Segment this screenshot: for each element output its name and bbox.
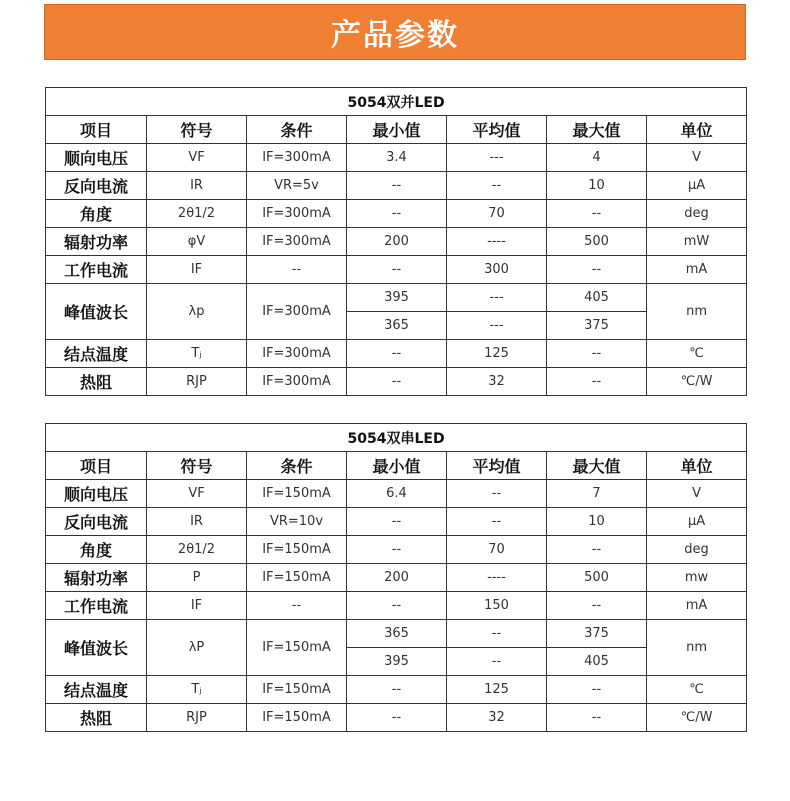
parameter-name: 反向电流	[46, 508, 147, 536]
column-header: 项目	[46, 452, 147, 480]
table-cell: ℃/W	[647, 368, 747, 396]
parameter-name: 工作电流	[46, 592, 147, 620]
table-cell: VF	[147, 144, 247, 172]
table-cell: λp	[147, 284, 247, 340]
table-cell: --	[347, 200, 447, 228]
table-cell: 32	[447, 704, 547, 732]
table-cell: IF=300mA	[247, 368, 347, 396]
table-cell: --	[447, 508, 547, 536]
table-row	[46, 480, 747, 508]
parameter-name: 热阻	[46, 368, 147, 396]
table-cell: 375	[547, 312, 647, 340]
table-cell: 125	[447, 340, 547, 368]
table-row	[46, 200, 747, 228]
table-header-row	[46, 116, 747, 144]
column-header: 项目	[46, 116, 147, 144]
column-header: 平均值	[447, 116, 547, 144]
table-cell: 10	[547, 172, 647, 200]
table-cell: 365	[347, 620, 447, 648]
parameter-name: 辐射功率	[46, 228, 147, 256]
column-header: 单位	[647, 452, 747, 480]
table-cell: 365	[347, 312, 447, 340]
column-header: 符号	[147, 116, 247, 144]
table-cell: ℃	[647, 676, 747, 704]
table-cell: IF=150mA	[247, 620, 347, 676]
table-row	[46, 340, 747, 368]
table-cell: IF=300mA	[247, 284, 347, 340]
table-cell: 32	[447, 368, 547, 396]
table-row	[46, 256, 747, 284]
column-header: 最大值	[547, 116, 647, 144]
page-banner	[44, 4, 746, 60]
table-cell: 200	[347, 228, 447, 256]
table-cell: --	[447, 480, 547, 508]
parameter-name: 顺向电压	[46, 480, 147, 508]
table-cell: ----	[447, 564, 547, 592]
table-cell: 150	[447, 592, 547, 620]
table-row	[46, 704, 747, 732]
table-cell: --	[347, 368, 447, 396]
table-title-row	[46, 424, 747, 452]
table-cell: --	[547, 704, 647, 732]
table-cell: --	[347, 704, 447, 732]
table-cell: deg	[647, 536, 747, 564]
table-cell: 2θ1/2	[147, 200, 247, 228]
table-cell: --	[247, 592, 347, 620]
table-cell: nm	[647, 620, 747, 676]
parameter-name: 结点温度	[46, 340, 147, 368]
table-cell: --	[347, 592, 447, 620]
table-title: 5054双并LED	[46, 88, 747, 116]
column-header: 条件	[247, 116, 347, 144]
parameter-name: 结点温度	[46, 676, 147, 704]
table-cell: 395	[347, 284, 447, 312]
column-header: 条件	[247, 452, 347, 480]
table-cell: IR	[147, 172, 247, 200]
table-cell: IF=150mA	[247, 564, 347, 592]
table-cell: 300	[447, 256, 547, 284]
table-cell: P	[147, 564, 247, 592]
table-cell: IF=150mA	[247, 536, 347, 564]
table-title: 5054双串LED	[46, 424, 747, 452]
table-cell: 375	[547, 620, 647, 648]
table-cell: 500	[547, 228, 647, 256]
table-cell: φV	[147, 228, 247, 256]
spec-table-series	[45, 423, 747, 732]
parameter-name: 工作电流	[46, 256, 147, 284]
table-header-row	[46, 452, 747, 480]
table-cell: IR	[147, 508, 247, 536]
parameter-name: 峰值波长	[46, 284, 147, 340]
column-header: 平均值	[447, 452, 547, 480]
table-cell: VF	[147, 480, 247, 508]
column-header: 单位	[647, 116, 747, 144]
table-cell: ---	[447, 284, 547, 312]
table-cell: 405	[547, 284, 647, 312]
table-cell: --	[547, 592, 647, 620]
table-cell: μA	[647, 508, 747, 536]
table-cell: 500	[547, 564, 647, 592]
page-title: 产品参数	[331, 18, 459, 53]
parameter-name: 顺向电压	[46, 144, 147, 172]
table-cell: 7	[547, 480, 647, 508]
table-cell: --	[547, 368, 647, 396]
table-cell: ℃	[647, 340, 747, 368]
table-cell: 200	[347, 564, 447, 592]
table-cell: --	[247, 256, 347, 284]
table-cell: --	[547, 340, 647, 368]
table-cell: --	[447, 620, 547, 648]
table-cell: --	[347, 172, 447, 200]
parameter-name: 辐射功率	[46, 564, 147, 592]
table-cell: IF=300mA	[247, 228, 347, 256]
table-cell: mW	[647, 228, 747, 256]
parameter-name: 角度	[46, 200, 147, 228]
table-cell: IF=150mA	[247, 480, 347, 508]
table-cell: ---	[447, 312, 547, 340]
table-cell: 125	[447, 676, 547, 704]
table-cell: RJP	[147, 704, 247, 732]
table-cell: mw	[647, 564, 747, 592]
table-row-wavelength	[46, 284, 747, 312]
table-cell: Tⱼ	[147, 676, 247, 704]
table-cell: --	[447, 172, 547, 200]
table-cell: λP	[147, 620, 247, 676]
table-row	[46, 536, 747, 564]
table-cell: --	[547, 256, 647, 284]
table-cell: RJP	[147, 368, 247, 396]
table-row	[46, 508, 747, 536]
table-cell: 70	[447, 200, 547, 228]
table-cell: IF=150mA	[247, 676, 347, 704]
table-cell: mA	[647, 256, 747, 284]
table-cell: --	[447, 648, 547, 676]
table-cell: 10	[547, 508, 647, 536]
table-cell: IF=300mA	[247, 340, 347, 368]
column-header: 符号	[147, 452, 247, 480]
table-cell: ----	[447, 228, 547, 256]
table-cell: VR=5v	[247, 172, 347, 200]
table-cell: 3.4	[347, 144, 447, 172]
table-cell: V	[647, 480, 747, 508]
table-cell: --	[347, 340, 447, 368]
table-cell: 6.4	[347, 480, 447, 508]
table-cell: 70	[447, 536, 547, 564]
table-cell: Tⱼ	[147, 340, 247, 368]
table-cell: --	[347, 256, 447, 284]
table-cell: V	[647, 144, 747, 172]
table-cell: 4	[547, 144, 647, 172]
table-row	[46, 592, 747, 620]
column-header: 最小值	[347, 452, 447, 480]
table-cell: μA	[647, 172, 747, 200]
spec-table-parallel	[45, 87, 747, 396]
table-row	[46, 676, 747, 704]
table-row	[46, 368, 747, 396]
table-cell: mA	[647, 592, 747, 620]
table-cell: 405	[547, 648, 647, 676]
table-cell: --	[547, 676, 647, 704]
table-cell: IF	[147, 256, 247, 284]
table-cell: IF=300mA	[247, 144, 347, 172]
column-header: 最大值	[547, 452, 647, 480]
table-cell: IF	[147, 592, 247, 620]
table-cell: ℃/W	[647, 704, 747, 732]
table-cell: ---	[447, 144, 547, 172]
table-cell: 2θ1/2	[147, 536, 247, 564]
table-cell: nm	[647, 284, 747, 340]
table-cell: IF=150mA	[247, 704, 347, 732]
table-cell: 395	[347, 648, 447, 676]
column-header: 最小值	[347, 116, 447, 144]
table-cell: --	[347, 508, 447, 536]
table-cell: VR=10v	[247, 508, 347, 536]
table-cell: --	[347, 536, 447, 564]
parameter-name: 峰值波长	[46, 620, 147, 676]
parameter-name: 角度	[46, 536, 147, 564]
table-cell: --	[347, 676, 447, 704]
table-cell: IF=300mA	[247, 200, 347, 228]
table-row	[46, 172, 747, 200]
table-title-row	[46, 88, 747, 116]
table-cell: deg	[647, 200, 747, 228]
table-cell: --	[547, 200, 647, 228]
table-row	[46, 144, 747, 172]
table-row	[46, 564, 747, 592]
table-cell: --	[547, 536, 647, 564]
table-row-wavelength	[46, 620, 747, 648]
parameter-name: 反向电流	[46, 172, 147, 200]
table-row	[46, 228, 747, 256]
parameter-name: 热阻	[46, 704, 147, 732]
